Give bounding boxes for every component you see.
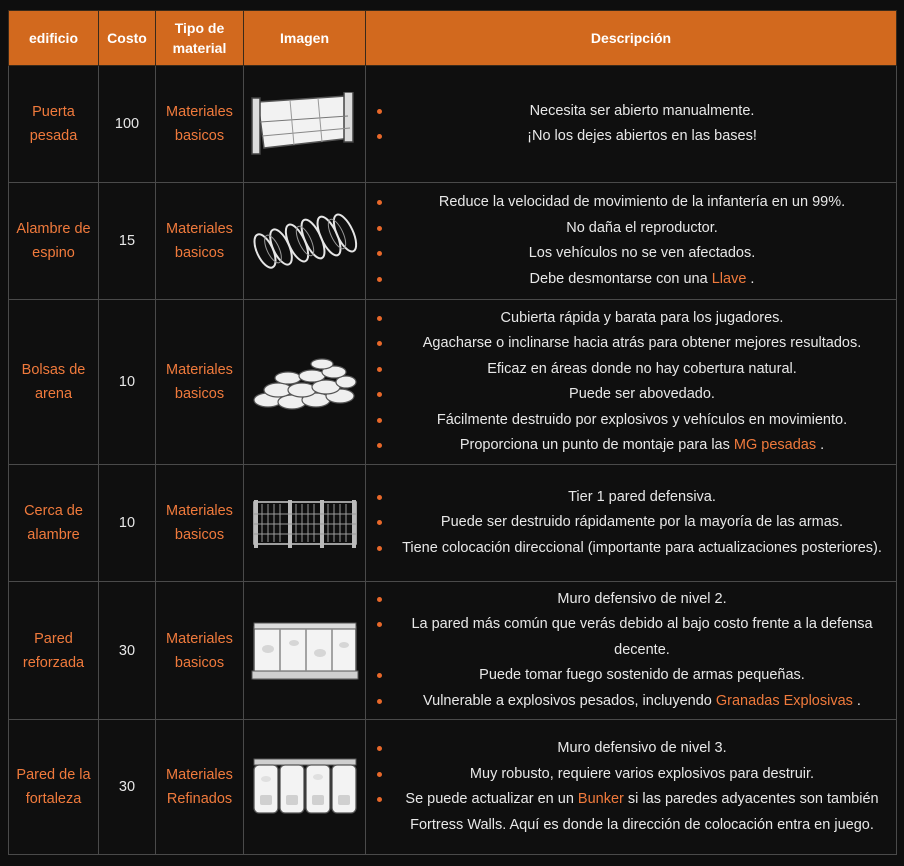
building-material[interactable] <box>156 66 244 183</box>
building-name-link[interactable]: Puerta pesada <box>29 104 78 144</box>
building-image <box>244 465 366 582</box>
bullet-text: Agacharse o inclinarse hacia atrás para obtener mejores resultados. <box>422 335 862 351</box>
list-item <box>371 306 891 332</box>
header-building[interactable]: edificio <box>9 11 99 66</box>
bullet-text: Fácilmente destruido por explosivos y vehículos en movimiento. <box>436 411 848 428</box>
building-name[interactable] <box>9 465 99 582</box>
bullet-icon <box>377 520 382 525</box>
building-image <box>244 300 366 465</box>
table-row <box>9 300 897 465</box>
heavy-gate-icon <box>250 92 360 156</box>
building-name[interactable] <box>9 582 99 720</box>
explosive-grenades-link[interactable]: Granadas Explosivas <box>715 692 853 709</box>
wrench-link[interactable]: Llave <box>711 270 747 287</box>
bullet-text: Cubierta rápida y barata para los jugadores. <box>500 309 784 326</box>
building-image <box>244 183 366 300</box>
list-item <box>371 190 891 216</box>
bullet-text: ¡No los dejes abiertos en las bases! <box>527 128 757 144</box>
building-material[interactable] <box>156 582 244 720</box>
building-material[interactable] <box>156 183 244 300</box>
building-name-link[interactable]: Pared reforzada <box>22 630 85 671</box>
building-name[interactable] <box>9 183 99 300</box>
material-link[interactable]: Materiales basicos <box>166 362 233 402</box>
bullet-icon <box>377 109 382 114</box>
barbed-wire-icon <box>249 209 361 273</box>
list-item <box>371 267 891 293</box>
bullet-text: Debe desmontarse con una <box>529 270 712 287</box>
list-item <box>371 736 891 762</box>
bullet-icon <box>377 673 382 678</box>
description-list <box>371 99 891 150</box>
building-material[interactable] <box>156 300 244 465</box>
bullet-text: Proporciona un punto de montaje para las <box>459 437 734 453</box>
bullet-icon <box>377 134 382 139</box>
building-description <box>366 183 897 300</box>
building-name-link[interactable]: Pared de la fortaleza <box>16 767 91 807</box>
bullet-text: Tier 1 pared defensiva. <box>568 488 716 505</box>
table-row <box>9 66 897 183</box>
list-item <box>371 787 891 838</box>
table-row <box>9 183 897 300</box>
table-row <box>9 582 897 720</box>
building-cost: 15 <box>99 183 156 300</box>
building-cost: 10 <box>99 465 156 582</box>
bullet-text: Reduce la velocidad de movimiento de la infantería en un 99%. <box>438 194 846 210</box>
list-item <box>371 382 891 408</box>
building-cost: 10 <box>99 300 156 465</box>
header-cost[interactable]: Costo <box>99 11 156 66</box>
bullet-text: No daña el reproductor. <box>566 219 718 236</box>
building-cost: 30 <box>99 720 156 855</box>
bullet-text: Muro defensivo de nivel 3. <box>557 740 727 756</box>
building-description <box>366 300 897 465</box>
material-link[interactable]: Materiales basicos <box>166 630 233 671</box>
building-cost: 30 <box>99 582 156 720</box>
bullet-icon <box>377 622 382 627</box>
buildings-table <box>8 10 897 855</box>
header-description: Descripción <box>366 11 897 66</box>
building-description <box>366 66 897 183</box>
bullet-icon <box>377 200 382 205</box>
wire-fence-icon <box>252 496 358 550</box>
building-name[interactable] <box>9 300 99 465</box>
list-item <box>371 357 891 383</box>
list-item <box>371 433 891 459</box>
building-image <box>244 66 366 183</box>
bullet-icon <box>377 797 382 802</box>
material-link[interactable]: Materiales basicos <box>166 221 233 261</box>
list-item <box>371 762 891 788</box>
bullet-text: Puede ser destruido rápidamente por la mayoría de las armas. <box>440 514 844 531</box>
list-item <box>371 241 891 267</box>
list-item <box>371 99 891 125</box>
building-material[interactable] <box>156 465 244 582</box>
bullet-icon <box>377 226 382 231</box>
material-link[interactable]: Materiales Refinados <box>166 767 233 807</box>
bullet-text: Muro defensivo de nivel 2. <box>557 590 727 607</box>
description-list <box>371 306 891 459</box>
bullet-text: Los vehículos no se ven afectados. <box>528 245 756 261</box>
heavy-mg-link[interactable]: MG pesadas <box>733 437 817 453</box>
bullet-icon <box>377 418 382 423</box>
building-description <box>366 582 897 720</box>
bullet-icon <box>377 341 382 346</box>
list-item <box>371 612 891 663</box>
bullet-text: Puede ser abovedado. <box>569 386 715 402</box>
building-name-link[interactable]: Alambre de espino <box>16 221 91 261</box>
building-name[interactable] <box>9 66 99 183</box>
bullet-text: Tiene colocación direccional (importante para actualizaciones posteriores). <box>402 539 882 556</box>
bunker-link[interactable]: Bunker <box>577 791 624 807</box>
description-list <box>371 485 891 562</box>
material-link[interactable]: Materiales basicos <box>166 503 233 543</box>
building-cost: 100 <box>99 66 156 183</box>
bullet-icon <box>377 392 382 397</box>
header-image: Imagen <box>244 11 366 66</box>
bullet-icon <box>377 699 382 704</box>
bullet-text: Muy robusto, requiere varios explosivos para destruir. <box>469 765 815 782</box>
bullet-text: Se puede actualizar en un <box>405 791 578 807</box>
list-item <box>371 216 891 242</box>
table-row <box>9 720 897 855</box>
bullet-icon <box>377 772 382 777</box>
bullet-icon <box>377 546 382 551</box>
bullet-icon <box>377 367 382 372</box>
fortress-wall-icon <box>250 755 360 819</box>
bullet-text: Puede tomar fuego sostenido de armas pequeñas. <box>479 667 805 684</box>
bullet-text: La pared más común que verás debido al bajo costo frente a la defensa decente. <box>411 616 873 658</box>
header-material-type[interactable]: Tipo de material <box>156 11 244 66</box>
sandbags-icon <box>252 352 358 412</box>
bullet-icon <box>377 495 382 500</box>
building-name-link[interactable]: Bolsas de arena <box>21 362 86 402</box>
bullet-text: . <box>816 437 825 453</box>
description-list <box>371 190 891 292</box>
list-item <box>371 408 891 434</box>
bullet-text: Necesita ser abierto manualmente. <box>529 102 755 119</box>
list-item <box>371 124 891 150</box>
building-name[interactable] <box>9 720 99 855</box>
building-material[interactable] <box>156 720 244 855</box>
bullet-icon <box>377 277 382 282</box>
reinforced-wall-icon <box>250 619 360 683</box>
list-item <box>371 510 891 536</box>
bullet-text: si las paredes adyacentes son también Fortress Walls. Aquí es donde la dirección de colocación entra en juego. <box>410 791 879 833</box>
list-item <box>371 587 891 613</box>
material-link[interactable]: Materiales basicos <box>166 104 233 144</box>
list-item <box>371 485 891 511</box>
building-description <box>366 465 897 582</box>
bullet-text: Vulnerable a explosivos pesados, incluyendo <box>423 692 716 709</box>
bullet-text: . <box>746 270 755 287</box>
bullet-icon <box>377 316 382 321</box>
bullet-icon <box>377 443 382 448</box>
building-image <box>244 720 366 855</box>
description-list <box>371 587 891 715</box>
list-item <box>371 536 891 562</box>
building-description <box>366 720 897 855</box>
bullet-icon <box>377 746 382 751</box>
header-row <box>9 11 897 66</box>
description-list <box>371 736 891 838</box>
table-row <box>9 465 897 582</box>
bullet-icon <box>377 597 382 602</box>
list-item <box>371 663 891 689</box>
list-item <box>371 689 891 715</box>
bullet-text: Eficaz en áreas donde no hay cobertura natural. <box>487 360 797 377</box>
building-name-link[interactable]: Cerca de alambre <box>24 503 83 543</box>
bullet-text: . <box>852 692 861 709</box>
list-item <box>371 331 891 357</box>
building-image <box>244 582 366 720</box>
bullet-icon <box>377 251 382 256</box>
